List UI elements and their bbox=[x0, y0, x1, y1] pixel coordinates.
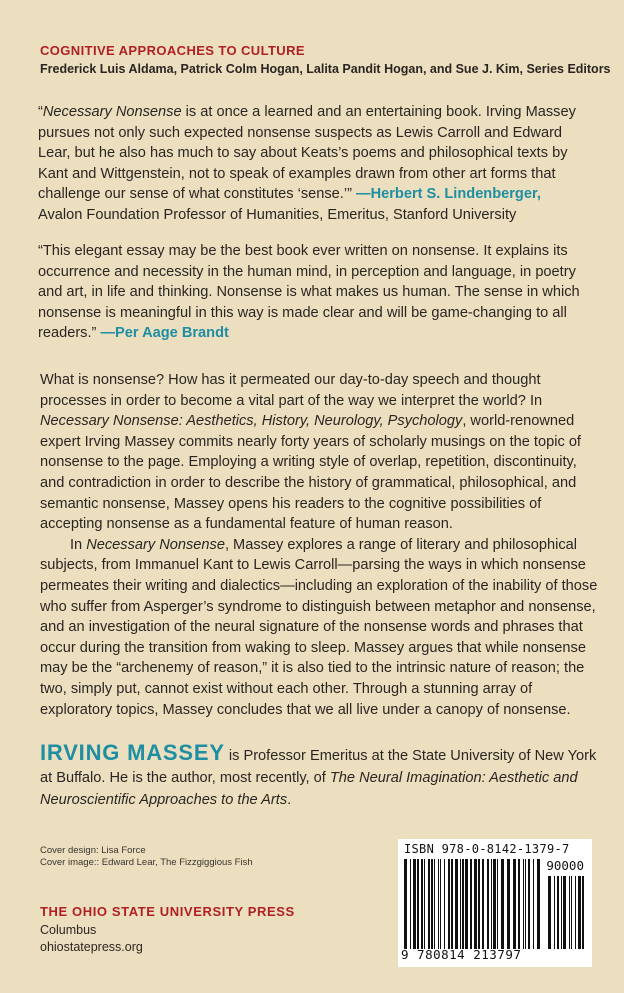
barcode-bar bbox=[548, 876, 551, 949]
barcode-bar bbox=[417, 859, 419, 949]
cover-image-credit: Cover image:: Edward Lear, The Fizzgiggious Fish bbox=[40, 857, 253, 868]
series-title: COGNITIVE APPROACHES TO CULTURE bbox=[40, 43, 305, 58]
barcode-bar bbox=[533, 859, 534, 949]
barcode-bar bbox=[434, 859, 435, 949]
blurb-lindenberger bbox=[38, 102, 598, 226]
barcode-bar bbox=[478, 859, 480, 949]
barcode-bar bbox=[465, 859, 468, 949]
barcode-bar bbox=[440, 859, 441, 949]
series-editors: Frederick Luis Aldama, Patrick Colm Hogan, Lalita Pandit Hogan, and Sue J. Kim, Series Editors bbox=[40, 62, 611, 76]
cover-design-credit: Cover design: Lisa Force bbox=[40, 845, 146, 856]
barcode-bar bbox=[518, 859, 520, 949]
blurb-text: is at once a learned and an entertaining book. Irving Massey pursues not only such expected nonsense suspects as Lewis Carroll and Edward Lear, but he also has much to say about Keats’s poems and philosophical texts by Kant and Wittgenstein, not to speak of examples drawn from other art forms that challenge our sense of what constitutes ‘sense.’” bbox=[38, 104, 576, 203]
publisher-location bbox=[40, 922, 143, 956]
barcode-addon-bars-icon bbox=[548, 876, 586, 949]
barcode-bar bbox=[474, 859, 477, 949]
barcode-bar bbox=[431, 859, 433, 949]
barcode-bar bbox=[451, 859, 453, 949]
book-description bbox=[40, 370, 600, 720]
text-run: What is nonsense? How has it permeated our day-to-day speech and thought processes in order to become a vital part of the way we interpret the world? In bbox=[40, 372, 543, 409]
blurb-brandt bbox=[38, 241, 598, 344]
barcode-bar bbox=[578, 876, 581, 949]
barcode-bar bbox=[528, 859, 530, 949]
author-bio bbox=[40, 742, 610, 811]
text-run: , world-renowned expert Irving Massey commits nearly forty years of scholarly musings on the topic of nonsense to the page. Employing a writing style of overlap, repetition, discontinuity, and contradiction in order to describe the history of grammatical, philosophical, and semantic nonsense, Massey opens his readers to the cognitive possibilities of accepting nonsense as a fundamental feature of human reason. bbox=[40, 413, 581, 533]
barcode-bar bbox=[582, 876, 584, 949]
quote-open-mark: “ bbox=[38, 104, 43, 120]
barcode-bar bbox=[438, 859, 439, 949]
barcode-bar bbox=[421, 859, 423, 949]
barcode-bar bbox=[575, 876, 576, 949]
barcode-bar bbox=[460, 859, 461, 949]
barcode-bar bbox=[554, 876, 555, 949]
blurb-affiliation: Avalon Foundation Professor of Humanities, Emeritus, Stanford University bbox=[38, 206, 517, 223]
cover-credits bbox=[40, 845, 253, 869]
barcode-bar bbox=[537, 859, 540, 949]
barcode-bar bbox=[424, 859, 425, 949]
barcode-bar bbox=[455, 859, 458, 949]
barcode-bar bbox=[413, 859, 416, 949]
barcode-bar bbox=[404, 859, 407, 949]
barcode-bar bbox=[462, 859, 464, 949]
isbn-label: ISBN 978-0-8142-1379-7 bbox=[404, 842, 570, 856]
barcode-bar bbox=[571, 876, 572, 949]
barcode-bar bbox=[493, 859, 496, 949]
barcode-bar bbox=[507, 859, 510, 949]
publisher-url: ohiostatepress.org bbox=[40, 940, 143, 954]
barcode-bar bbox=[525, 859, 526, 949]
publisher-city: Columbus bbox=[40, 923, 97, 937]
text-run: In bbox=[70, 536, 87, 553]
publisher-name: THE OHIO STATE UNIVERSITY PRESS bbox=[40, 904, 295, 919]
barcode-bar bbox=[523, 859, 524, 949]
barcode-bars-icon bbox=[404, 859, 540, 949]
blurb-book-title: Necessary Nonsense bbox=[42, 104, 182, 120]
barcode-bar bbox=[501, 859, 504, 949]
book-title: The Neural Imagination: Aesthetic and Neuroscientific Approaches to the Arts bbox=[40, 770, 578, 808]
description-paragraph bbox=[40, 370, 600, 535]
blurb-attribution: —Per Aage Brandt bbox=[100, 325, 229, 342]
barcode-bar bbox=[448, 859, 450, 949]
barcode-bar bbox=[491, 859, 492, 949]
barcode-bar bbox=[428, 859, 430, 949]
barcode-bar bbox=[470, 859, 472, 949]
barcode-bar bbox=[487, 859, 489, 949]
text-run: . bbox=[287, 792, 292, 808]
barcode-bar bbox=[569, 876, 570, 949]
barcode-bar bbox=[410, 859, 411, 949]
text-run: is Professor Emeritus at the State University of New York at Buffalo. He is the author, most recently, of bbox=[40, 748, 597, 786]
blurb-text: “This elegant essay may be the best book ever written on nonsense. It explains its occurrence and necessity in the human mind, in perception and language, in poetry and art, in life and thinking. Nonsense is what makes us human. The sense in which nonsense is meaningful in this way is made clear and will be game-changing to all readers.” bbox=[38, 243, 580, 342]
book-title: Necessary Nonsense bbox=[86, 536, 225, 553]
barcode-bar bbox=[557, 876, 559, 949]
barcode-bar bbox=[561, 876, 562, 949]
text-run: , Massey explores a range of literary and philosophical subjects, from Immanuel Kant to Lewis Carroll—parsing the ways in which nonsense permeates their writing and dialectics—including an exploration of the inability of those who suffer from Asperger’s syndrome to distinguish between metaphor and nonsense, and an investigation of the neural signature of the nonsense words and phrases that occur during the transition from waking to sleep. Massey argues that while nonsense may be the “archenemy of reason,” it is also tied to the intrinsic nature of reason; the two, simply put, cannot exist without each other. Through a stunning array of exploratory topics, Massey concludes that we all live under a canopy of nonsense. bbox=[40, 536, 598, 718]
blurb-attribution: —Herbert S. Lindenberger, bbox=[356, 186, 541, 203]
price-code: 90000 bbox=[546, 858, 584, 873]
barcode bbox=[398, 839, 592, 967]
barcode-bar bbox=[513, 859, 516, 949]
ean-digits: 9 780814 213797 bbox=[401, 947, 522, 962]
barcode-bar bbox=[563, 876, 566, 949]
book-title: Necessary Nonsense: Aesthetics, History, Neurology, Psychology bbox=[40, 413, 463, 430]
author-name: IRVING MASSEY bbox=[40, 740, 225, 765]
barcode-bar bbox=[444, 859, 445, 949]
barcode-bar bbox=[497, 859, 498, 949]
barcode-bar bbox=[482, 859, 484, 949]
description-paragraph bbox=[40, 535, 600, 720]
